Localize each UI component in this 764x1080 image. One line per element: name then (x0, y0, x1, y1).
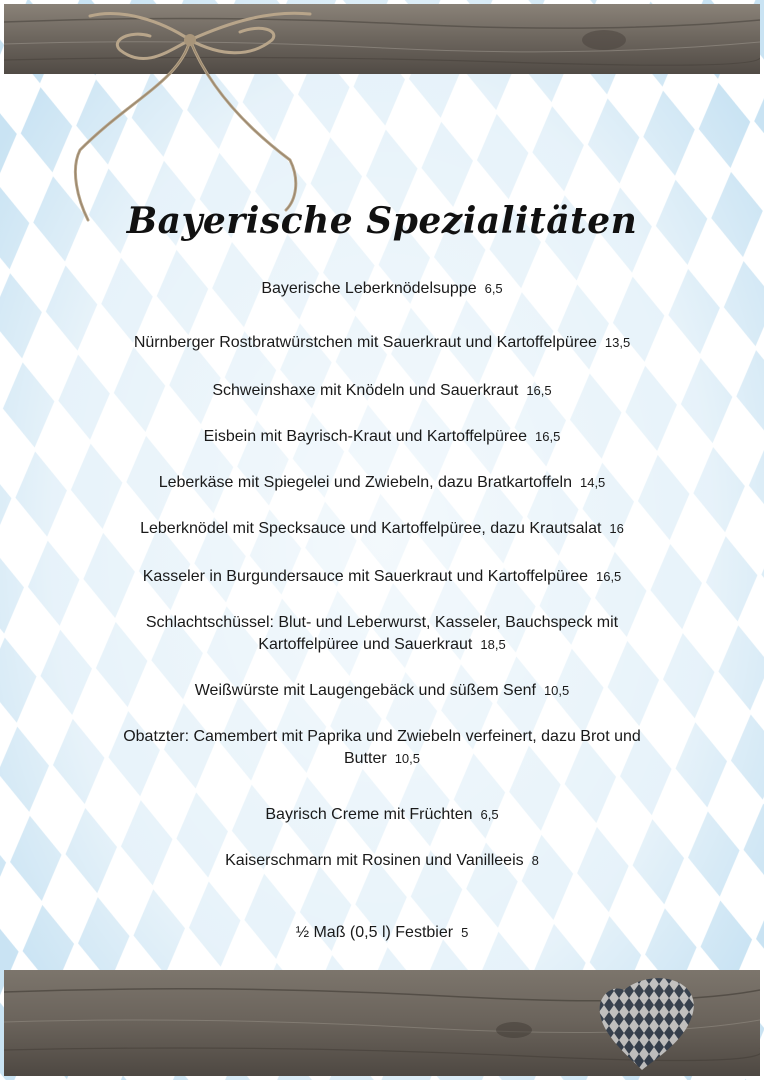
menu-item (60, 380, 704, 402)
menu-item (60, 566, 704, 588)
menu-item-name: Bayerische Leberknödelsuppe (261, 280, 477, 297)
menu-item-name: Leberknödel mit Specksauce und Kartoffelpüree, dazu Krautsalat (140, 520, 602, 537)
menu-item (92, 726, 672, 770)
menu-item-price: 5 (461, 925, 469, 940)
menu-item-name: ½ Maß (0,5 l) Festbier (295, 924, 454, 941)
menu-item (60, 804, 704, 826)
menu-item (120, 612, 644, 656)
menu-item (60, 850, 704, 872)
menu-item-price: 6,5 (480, 807, 499, 822)
menu-item (60, 332, 704, 354)
menu-item-price: 14,5 (579, 475, 606, 490)
menu-item-name: Eisbein mit Bayrisch-Kraut und Kartoffelpüree (203, 428, 528, 445)
menu-item (60, 680, 704, 702)
menu-item-name: Kasseler in Burgundersauce mit Sauerkraut und Kartoffelpüree (142, 568, 588, 585)
menu-item (60, 472, 704, 494)
menu-title: Bayerische Spezialitäten (126, 200, 638, 242)
menu-item (60, 426, 704, 448)
wooden-plank-bottom (4, 970, 760, 1076)
menu-item (60, 922, 704, 944)
menu-item-name: Leberkäse mit Spiegelei und Zwiebeln, dazu Bratkartoffeln (158, 474, 572, 491)
menu-item-name: Bayrisch Creme mit Früchten (265, 806, 473, 823)
menu-item-price: 16,5 (595, 569, 622, 584)
twine-bow-icon (50, 10, 330, 230)
menu-item-name: Obatzter: Camembert mit Paprika und Zwiebeln verfeinert, dazu Brot und Butter (123, 728, 641, 767)
menu-item-price: 6,5 (484, 281, 503, 296)
menu-item-price: 10,5 (543, 683, 570, 698)
menu-item-price: 13,5 (604, 335, 631, 350)
menu-item-price: 10,5 (394, 751, 420, 766)
menu-item (60, 518, 704, 540)
menu-item-price: 16,5 (535, 429, 561, 444)
menu-item-name: Schweinshaxe mit Knödeln und Sauerkraut (212, 382, 519, 399)
menu-item-price: 16,5 (526, 383, 552, 398)
menu-item-name: Weißwürste mit Laugengebäck und süßem Senf (194, 682, 536, 699)
menu-item-name: Nürnberger Rostbratwürstchen mit Sauerkraut und Kartoffelpüree (133, 334, 597, 351)
menu-item (60, 278, 704, 300)
menu-item-price: 16 (609, 521, 624, 536)
menu-item-price: 8 (531, 853, 539, 868)
menu-item-price: 18,5 (480, 637, 506, 652)
menu-item-name: Schlachtschüssel: Blut- und Leberwurst, Kasseler, Bauchspeck mit Kartoffelpüree und Sauerkraut (145, 614, 619, 653)
menu-item-name: Kaiserschmarn mit Rosinen und Vanilleeis (225, 852, 524, 869)
